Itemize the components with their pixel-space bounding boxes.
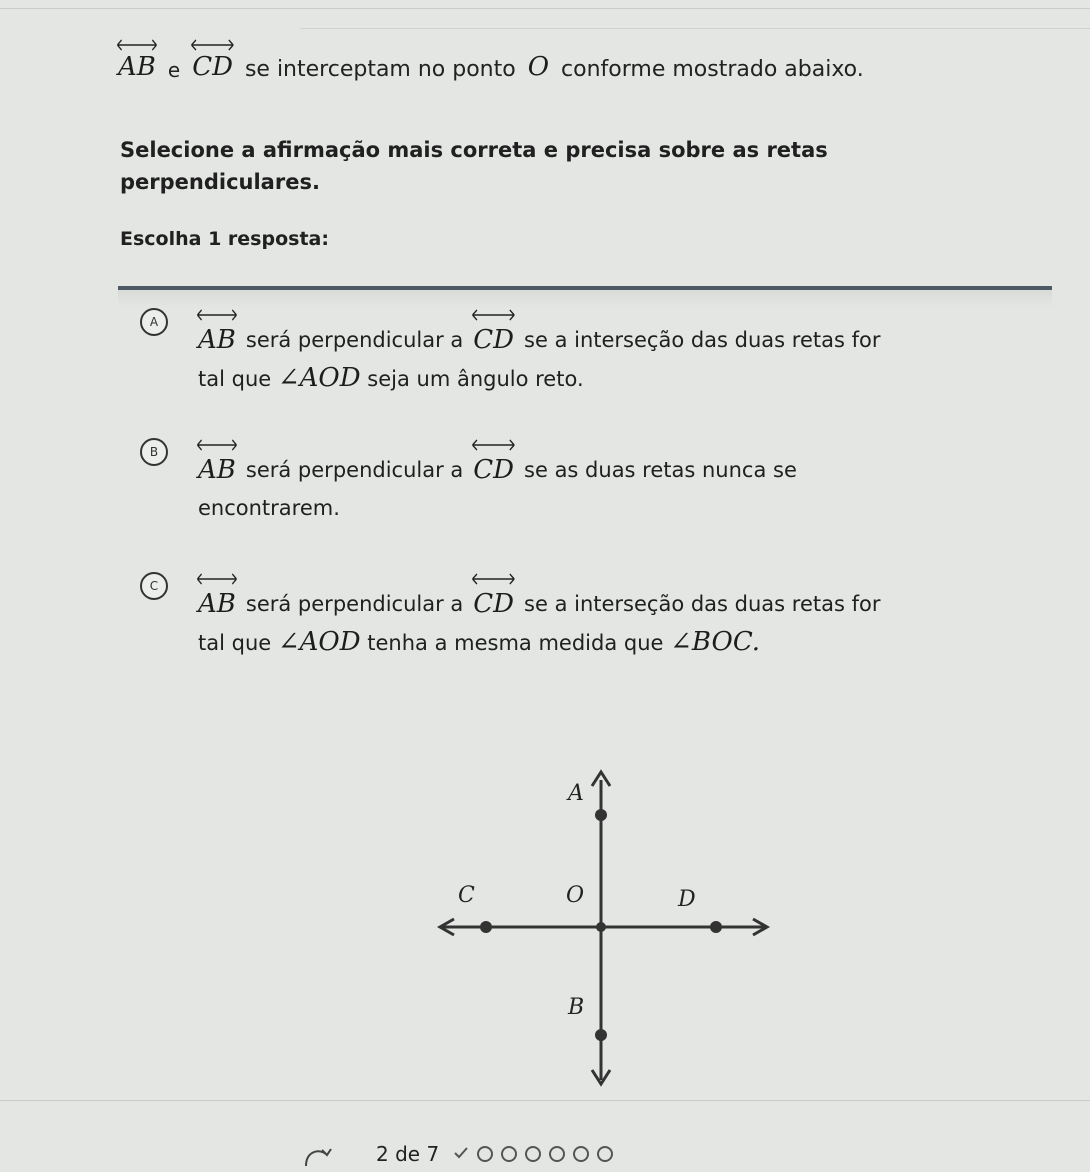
diagram-svg	[420, 760, 800, 1090]
point-d-dot	[710, 921, 722, 933]
point-c-dot	[480, 921, 492, 933]
step-dot	[573, 1146, 589, 1162]
conjunction: e	[167, 58, 181, 82]
step-dot	[549, 1146, 565, 1162]
line-ab-notation: AB	[198, 308, 236, 358]
intro-text-2: conforme mostrado abaixo.	[561, 57, 864, 82]
angle-boc: ∠BOC.	[670, 627, 761, 657]
double-arrow-icon	[471, 308, 516, 322]
double-arrow-icon	[196, 308, 238, 322]
double-arrow-icon	[190, 38, 235, 52]
question-pager	[300, 1140, 720, 1168]
option-a-text-3: tal que	[198, 367, 272, 391]
perpendicular-lines-diagram	[420, 760, 800, 1090]
option-c-text-2: se a interseção das duas retas for	[524, 592, 881, 616]
intro-statement	[118, 38, 864, 82]
option-c-text-3: tal que	[198, 631, 272, 655]
instruction-text: Escolha 1 resposta:	[120, 228, 329, 250]
double-arrow-icon	[196, 438, 238, 452]
label-c: C	[458, 883, 475, 908]
question-text: Selecione a afirmação mais correta e precisa sobre as retas perpendiculares.	[120, 138, 828, 194]
angle-aod: ∠AOD	[277, 363, 361, 393]
divider-shadow	[118, 290, 1052, 308]
option-c-content	[198, 572, 1048, 661]
intro-text-1: se interceptam no ponto	[244, 57, 516, 82]
line-cd-notation: CD	[473, 308, 514, 358]
step-dot	[501, 1146, 517, 1162]
radio-option-c[interactable]: C	[140, 572, 168, 600]
line-cd-notation: CD	[473, 572, 514, 622]
option-b-text-2: se as duas retas nunca se	[524, 458, 797, 482]
label-b: B	[568, 995, 585, 1020]
progress-steps	[453, 1145, 613, 1164]
option-c-text-1: será perpendicular a	[245, 592, 464, 616]
point-a-dot	[595, 809, 607, 821]
top-divider	[0, 8, 1090, 9]
double-arrow-icon	[471, 572, 516, 586]
double-arrow-icon	[196, 572, 238, 586]
line-cd-notation: CD	[473, 438, 514, 488]
option-a-text-2: se a interseção das duas retas for	[524, 328, 881, 352]
question-counter: 2 de 7	[376, 1142, 440, 1166]
label-d: D	[678, 887, 696, 912]
double-arrow-icon	[116, 38, 158, 52]
line-ab-notation: AB	[118, 38, 156, 82]
step-dot	[525, 1146, 541, 1162]
option-b-content	[198, 438, 1048, 526]
option-a-text-1: será perpendicular a	[245, 328, 464, 352]
option-a-content	[198, 308, 1048, 397]
option-b-text-1: será perpendicular a	[245, 458, 464, 482]
option-b-text-3: encontrarem.	[198, 496, 340, 520]
point-b-dot	[595, 1029, 607, 1041]
footer-divider	[0, 1100, 1090, 1101]
option-c-text-4: tenha a mesma medida que	[367, 631, 664, 655]
label-o: O	[566, 883, 585, 908]
angle-aod: ∠AOD	[277, 627, 361, 657]
point-o: O	[527, 52, 550, 82]
line-cd-notation: CD	[192, 38, 233, 82]
label-a: A	[568, 781, 584, 806]
step-dot	[597, 1146, 613, 1162]
double-arrow-icon	[471, 438, 516, 452]
radio-option-b[interactable]: B	[140, 438, 168, 466]
radio-option-a[interactable]: A	[140, 308, 168, 336]
point-o-dot	[596, 922, 606, 932]
step-dot	[477, 1146, 493, 1162]
top-divider-secondary	[300, 28, 1090, 29]
refresh-icon[interactable]	[300, 1140, 334, 1168]
line-ab-notation: AB	[198, 572, 236, 622]
check-icon	[453, 1145, 469, 1164]
option-a-text-4: seja um ângulo reto.	[367, 367, 584, 391]
line-ab-notation: AB	[198, 438, 236, 488]
